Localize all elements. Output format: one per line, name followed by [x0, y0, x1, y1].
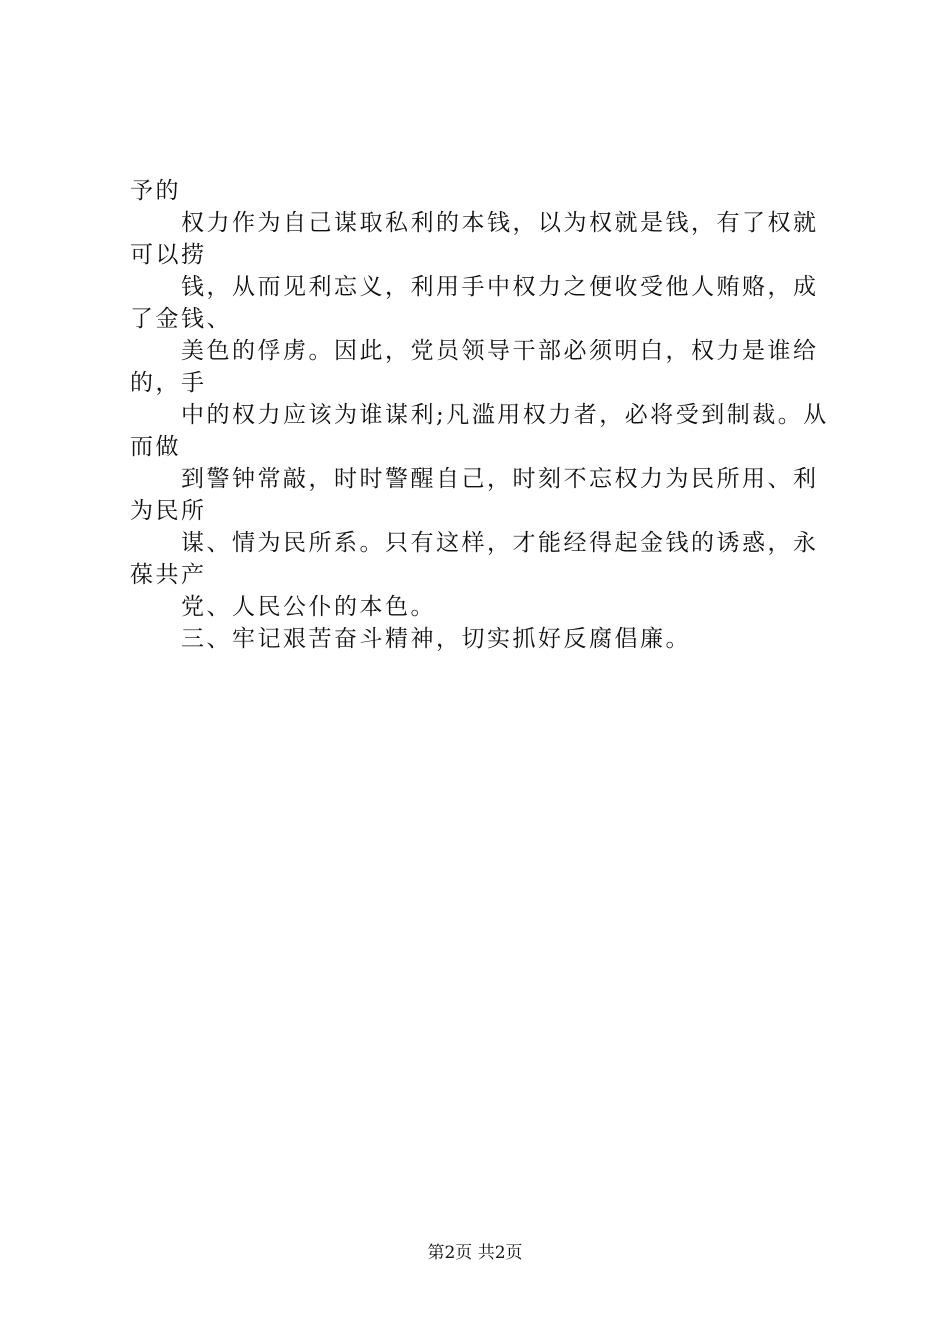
text-line: 的，手: [130, 370, 207, 396]
text-line: 可以捞: [130, 242, 207, 268]
text-line: 为民所: [130, 498, 207, 524]
text-line: 美色的俘虏。因此，党员领导干部必须明白，权力是谁给: [181, 338, 819, 364]
text-line: 葆共产: [130, 562, 207, 588]
text-line: 中的权力应该为谁谋利;凡滥用权力者，必将受到制裁。从: [181, 402, 829, 428]
text-line: 钱，从而见利忘义，利用手中权力之便收受他人贿赂，成: [181, 274, 819, 300]
text-line: 谋、情为民所系。只有这样，才能经得起金钱的诱惑，永: [181, 530, 819, 556]
section-heading: 三、牢记艰苦奋斗精神，切实抓好反腐倡廉。: [181, 626, 691, 652]
text-line: 到警钟常敲，时时警醒自己，时刻不忘权力为民所用、利: [181, 466, 819, 492]
text-line: 了金钱、: [130, 306, 232, 332]
text-line: 予的: [130, 178, 181, 204]
text-line: 而做: [130, 434, 181, 460]
page-number-footer: 第2页 共2页: [427, 1243, 523, 1263]
text-line: 党、人民公仆的本色。: [181, 594, 436, 620]
document-body: [130, 175, 830, 655]
text-line: 权力作为自己谋取私利的本钱，以为权就是钱，有了权就: [181, 210, 819, 236]
